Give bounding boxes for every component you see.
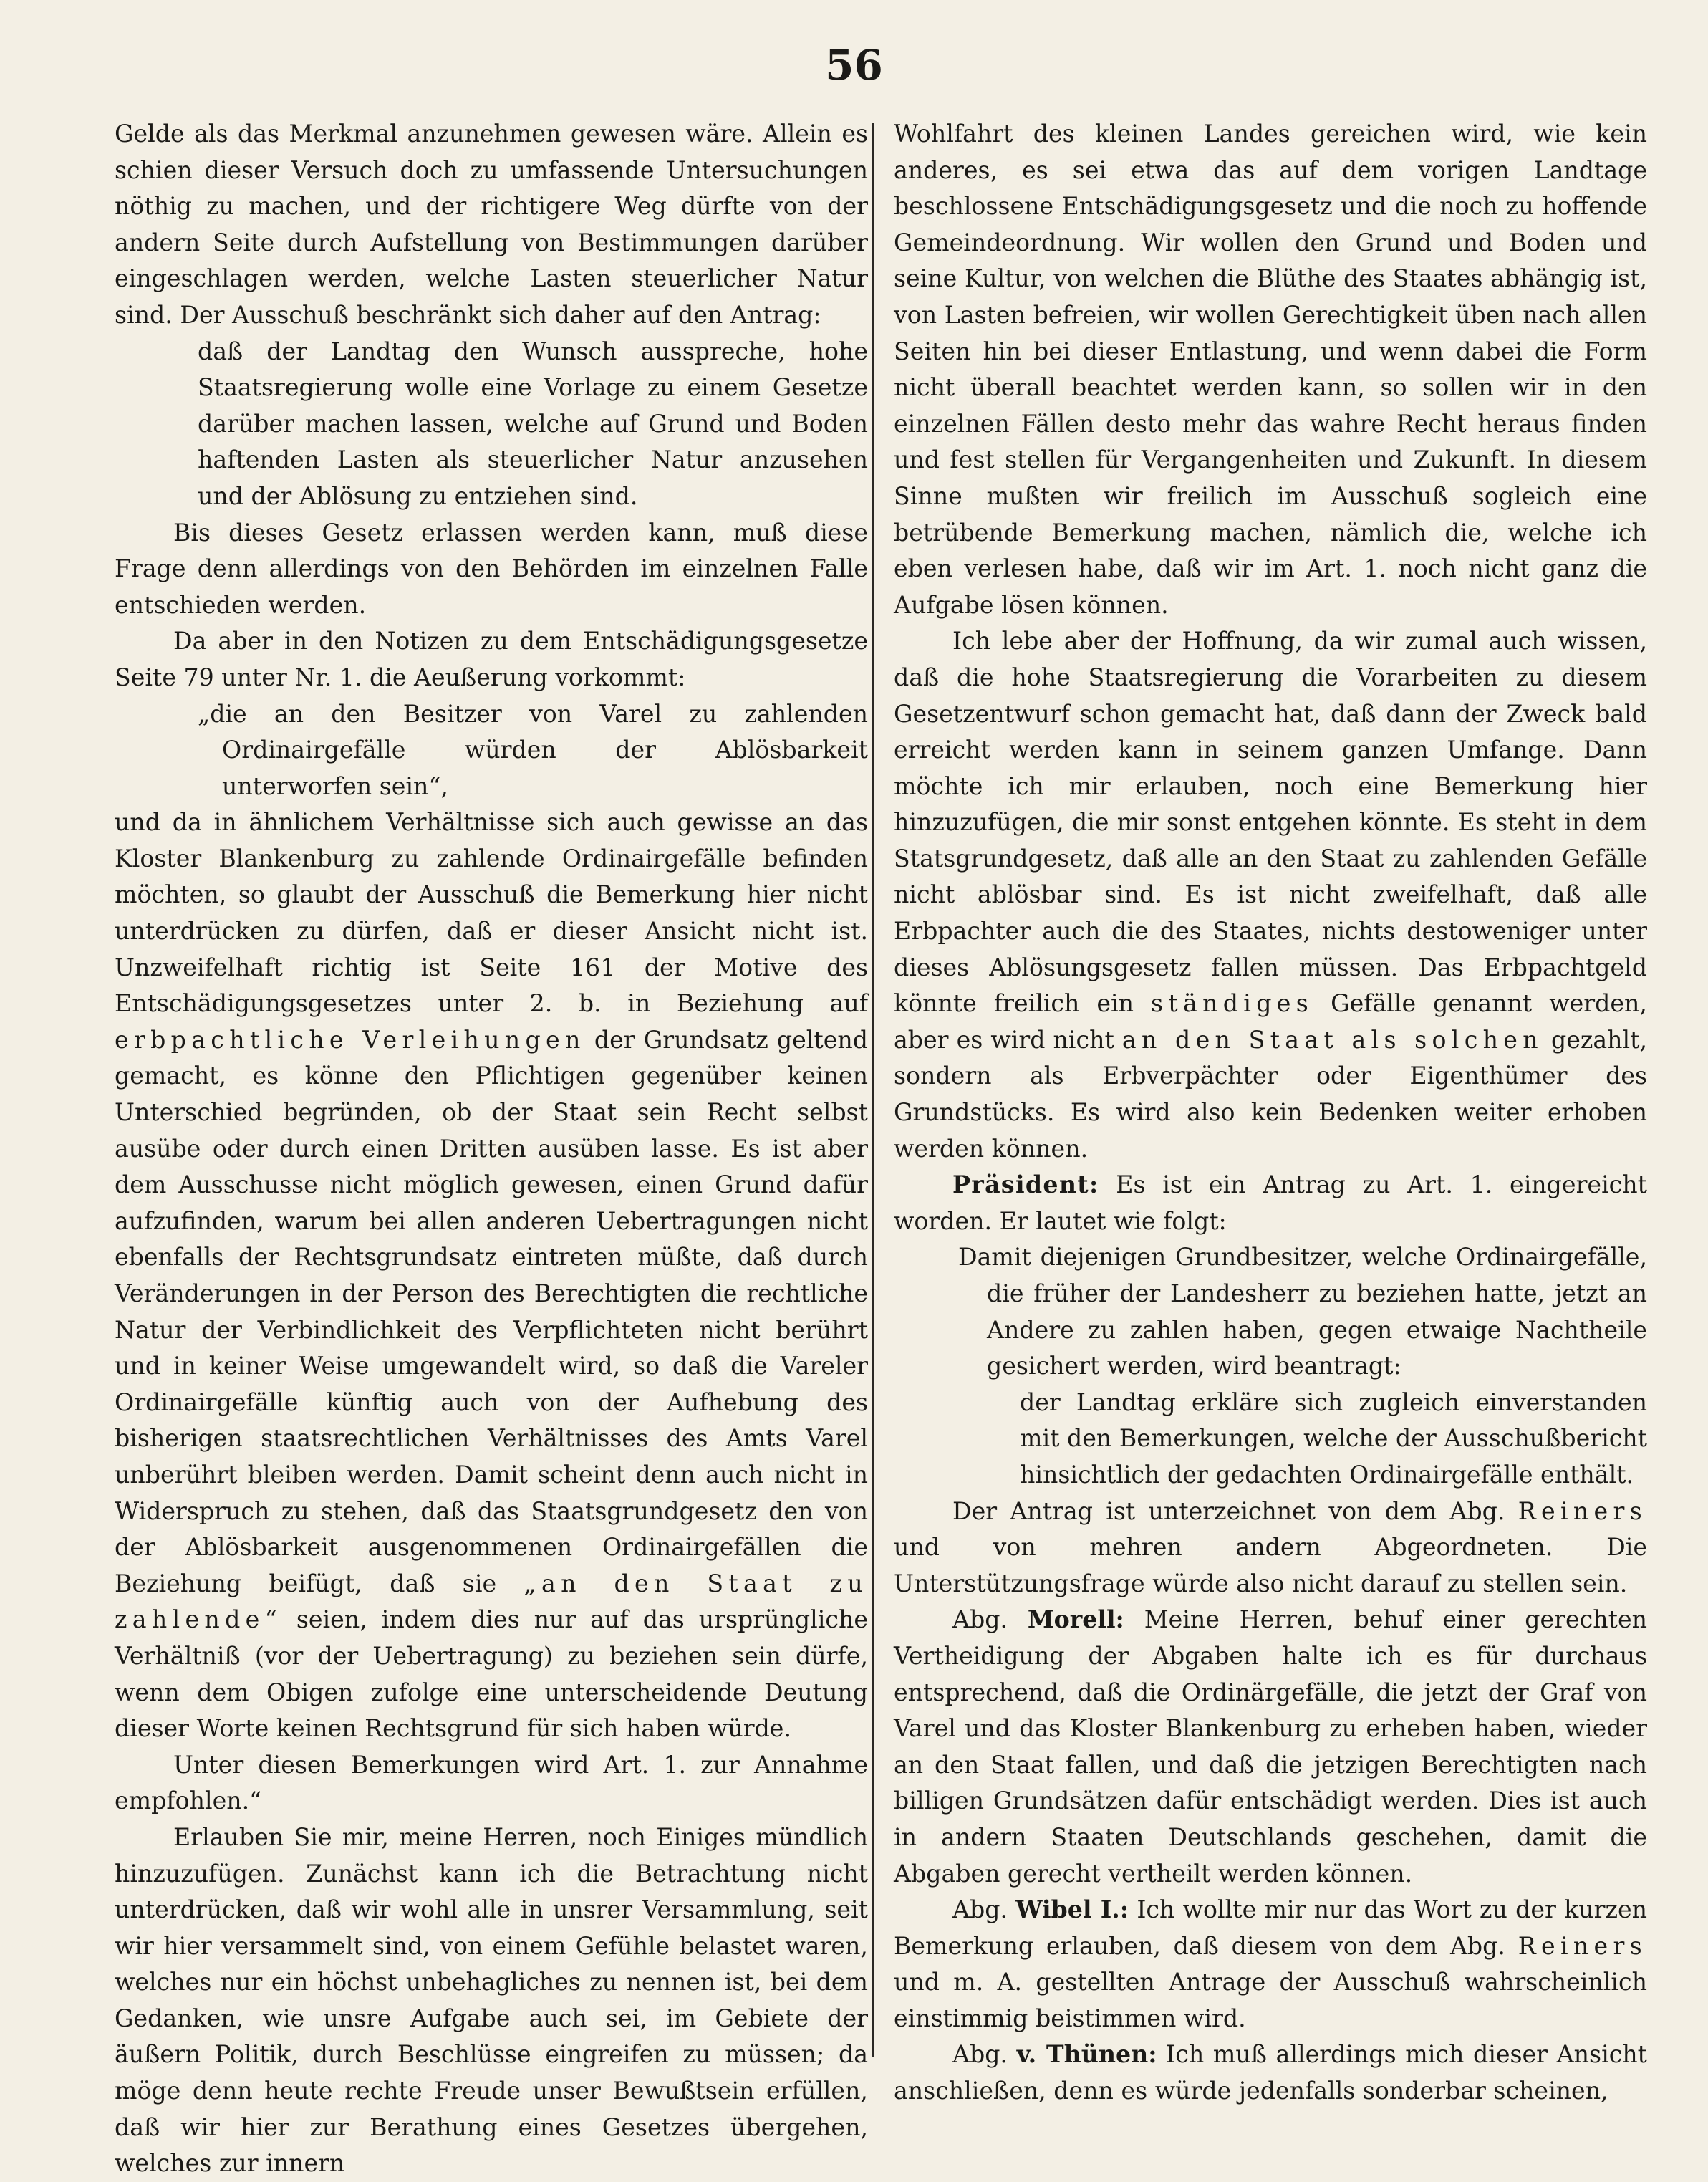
page-number: 56 <box>825 41 883 90</box>
text-run: und von mehren andern Abgeordneten. Die Unterstützungsfrage würde also nicht darauf zu stellen sein. <box>894 1533 1647 1597</box>
text-run: seien, indem dies nur auf das ursprüngliche Verhältniß (vor der Uebertragung) zu beziehen sein dürfe, wenn dem Obigen zufolge eine unterscheidende Deutung dieser Worte keinen Rechtsgrund für sich haben würde. <box>115 1605 868 1743</box>
emphasis-spaced: „an den Staat zu zahlende“ <box>115 1569 868 1634</box>
text-run: Abg. <box>952 1895 1008 1924</box>
text-run: gezahlt, sondern als Erbverpächter oder Eigenthümer des Grundstücks. Es wird also kein Bedenken weiter erhoben werden können. <box>894 1025 1647 1163</box>
text-run: und da in ähnlichem Verhältnisse sich auch gewisse an das Kloster Blankenburg zu zahlende Ordinairgefälle befinden möchten, so glaubt der Ausschuß die Bemerkung hier nicht unterdrücken zu dürfen, daß er dieser Ansicht nicht ist. Unzweifelhaft richtig ist Seite 161 der Motive des Entschädigungsgesetzes unter 2. b. in Beziehung auf <box>115 808 868 1018</box>
emphasis-spaced: ständiges <box>1151 989 1314 1018</box>
text-run: Meine Herren, behuf einer gerechten Vertheidigung der Abgaben halte ich es für durchaus entsprechend, daß die Ordinärgefälle, die jetzt der Graf von Varel und das Kloster Blankenburg zu erheben haben, wieder an den Staat fallen, und daß die jetzigen Berechtigten nach billigen Grundsätzen dafür entschädigt werden. Dies ist auch in andern Staaten Deutschlands geschehen, damit die Abgaben gerecht vertheilt werden können. <box>894 1605 1647 1888</box>
speaker-paragraph <box>894 1167 1647 1239</box>
text-run: der Grundsatz geltend gemacht, es könne den Pflichtigen gegenüber keinen Unterschied begründen, ob der Staat sein Recht selbst ausübe oder durch einen Dritten ausüben lasse. Es ist aber dem Ausschusse nicht möglich gewesen, einen Grund dafür aufzufinden, warum bei allen anderen Uebertragungen nicht ebenfalls der Rechtsgrundsatz eintreten müßte, daß durch Veränderungen in der Person des Berechtigten die rechtliche Natur der Verbindlichkeit des Verpflichteten nicht berührt und in keiner Weise umgewandelt wird, so daß die Vareler Ordinairgefälle künftig auch von der Aufhebung des bisherigen staatsrechtlichen Verhältnisses des Amts Varel unberührt bleiben werden. Damit scheint denn auch nicht in Widerspruch zu stehen, daß das Staatsgrundgesetz den von der Ablösbarkeit ausgenommenen Ordinairgefällen die Beziehung beifügt, daß sie <box>115 1025 868 1597</box>
submitted-motion: Damit diejenigen Grundbesitzer, welche Ordinairgefälle, die früher der Landesherr zu beziehen hatte, jetzt an Andere zu zahlen haben, gegen etwaige Nachtheile gesichert werden, wird beantragt: <box>958 1243 1647 1380</box>
speaker-label: Morell: <box>1027 1605 1124 1634</box>
text-run: Der Antrag ist unterzeichnet von dem Abg. <box>952 1496 1505 1525</box>
paragraph: Bis dieses Gesetz erlassen werden kann, muß diese Frage denn allerdings von den Behörden im einzelnen Falle entschieden werden. <box>115 518 868 619</box>
emphasis-spaced: Reiners <box>1518 1931 1647 1960</box>
speaker-paragraph <box>894 1892 1647 2037</box>
column-divider <box>872 123 874 2057</box>
text-run: Ich lebe aber der Hoffnung, da wir zumal auch wissen, daß die hohe Staatsregierung die Vorarbeiten zu diesem Gesetzentwurf schon gemacht hat, daß dann der Zweck bald erreicht werden kann in seinem ganzen Umfange. Dann möchte ich mir erlauben, noch eine Bemerkung hier hinzuzufügen, die mir sonst entgehen könnte. Es steht in dem Statsgrundgesetz, daß alle an den Staat zu zahlenden Gefälle nicht ablösbar sind. Es ist nicht zweifelhaft, daß alle Erbpachter auch die des Staates, nichts destoweniger unter dieses Ablösungsgesetz fallen müssen. Das Erbpachtgeld könnte freilich ein <box>894 627 1647 1018</box>
text-run: Gefälle genannt werden, aber es wird nicht <box>894 989 1647 1054</box>
text-run: und m. A. gestellten Antrage der Ausschuß wahrscheinlich einstimmig beistimmen wird. <box>894 1968 1647 2032</box>
paragraph: Erlauben Sie mir, meine Herren, noch Einiges mündlich hinzuzufügen. Zunächst kann ich die Betrachtung nicht unterdrücken, daß wir wohl alle in unsrer Versammlung, seit wir hier versammelt sind, von einem Gefühle belastet waren, welches nur ein höchst unbehagliches zu nennen ist, bei dem Gedanken, wie unsre Aufgabe auch sei, im Gebiete der äußern Politik, durch Beschlüsse eingreifen zu müssen; da möge denn heute rechte Freude unser Bewußtsein erfüllen, daß wir hier zur Berathung eines Gesetzes übergehen, welches zur innern <box>115 1822 868 2178</box>
emphasis-spaced: erbpachtliche Verleihungen <box>115 1025 586 1054</box>
paragraph <box>894 1494 1647 1602</box>
right-column <box>894 116 1647 2110</box>
text-run: Ich muß allerdings mich dieser Ansicht anschließen, denn es würde jedenfalls sonderbar scheinen, <box>894 2040 1647 2105</box>
committee-motion: daß der Landtag den Wunsch ausspreche, hohe Staatsregierung wolle eine Vorlage zu einem Gesetze darüber machen lassen, welche auf Grund und Boden haftenden Lasten als steuerlicher Natur anzusehen und der Ablösung zu entziehen sind. <box>198 337 868 510</box>
text-run: Ich wollte mir nur das Wort zu der kurzen Bemerkung erlauben, daß diesem von dem Abg. <box>894 1895 1647 1960</box>
emphasis-spaced: an den Staat als solchen <box>1121 1025 1543 1054</box>
paragraph: Da aber in den Notizen zu dem Entschädigungsgesetze Seite 79 unter Nr. 1. die Aeußerung vorkommt: <box>115 627 868 691</box>
quotation: „die an den Besitzer von Varel zu zahlenden Ordinairgefälle würden der Ablösbarkeit unterworfen sein“, <box>198 699 868 800</box>
speaker-label: Wibel I.: <box>1015 1895 1129 1924</box>
paragraph: Gelde als das Merkmal anzunehmen gewesen wäre. Allein es schien dieser Versuch doch zu umfassende Untersuchungen nöthig zu machen, und der richtigere Weg dürfte von der andern Seite durch Aufstellung von Bestimmungen darüber eingeschlagen werden, welche Lasten steuerlicher Natur sind. Der Ausschuß beschränkt sich daher auf den Antrag: <box>115 120 868 329</box>
emphasis-spaced: Reiners <box>1518 1496 1647 1525</box>
speaker-label: Präsident: <box>952 1171 1099 1199</box>
paragraph: Unter diesen Bemerkungen wird Art. 1. zur Annahme empfohlen.“ <box>115 1750 868 1815</box>
text-run: Abg. <box>952 1605 1008 1634</box>
paragraph <box>894 623 1647 1167</box>
speaker-paragraph <box>894 2037 1647 2109</box>
text-run: Abg. <box>952 2040 1008 2069</box>
paragraph: Wohlfahrt des kleinen Landes gereichen wird, wie kein anderes, es sei etwa das auf dem vorigen Landtage beschlossene Entschädigungsgesetz und die noch zu hoffende Gemeindeordnung. Wir wollen den Grund und Boden und seine Kultur, von welchen die Blüthe des Staates abhängig ist, von Lasten befreien, wir wollen Gerechtigkeit üben nach allen Seiten hin bei dieser Entlastung, und wenn dabei die Form nicht überall beachtet werden kann, so sollen wir in den einzelnen Fällen desto mehr das wahre Recht heraus finden und fest stellen für Vergangenheiten und Zukunft. In diesem Sinne mußten wir freilich im Ausschuß sogleich eine betrübende Bemerkung machen, nämlich die, welche ich eben verlesen habe, daß wir im Art. 1. noch nicht ganz die Aufgabe lösen können. <box>894 120 1647 619</box>
speaker-paragraph <box>894 1602 1647 1892</box>
left-column <box>115 116 868 2182</box>
text-run: Es ist ein Antrag zu Art. 1. eingereicht worden. Er lautet wie folgt: <box>894 1171 1647 1235</box>
paragraph <box>115 804 868 1746</box>
speaker-label: v. Thünen: <box>1016 2040 1157 2069</box>
submitted-motion-clause: der Landtag erkläre sich zugleich einverstanden mit den Bemerkungen, welche der Ausschußbericht hinsichtlich der gedachten Ordinairgefälle enthält. <box>1020 1388 1647 1489</box>
